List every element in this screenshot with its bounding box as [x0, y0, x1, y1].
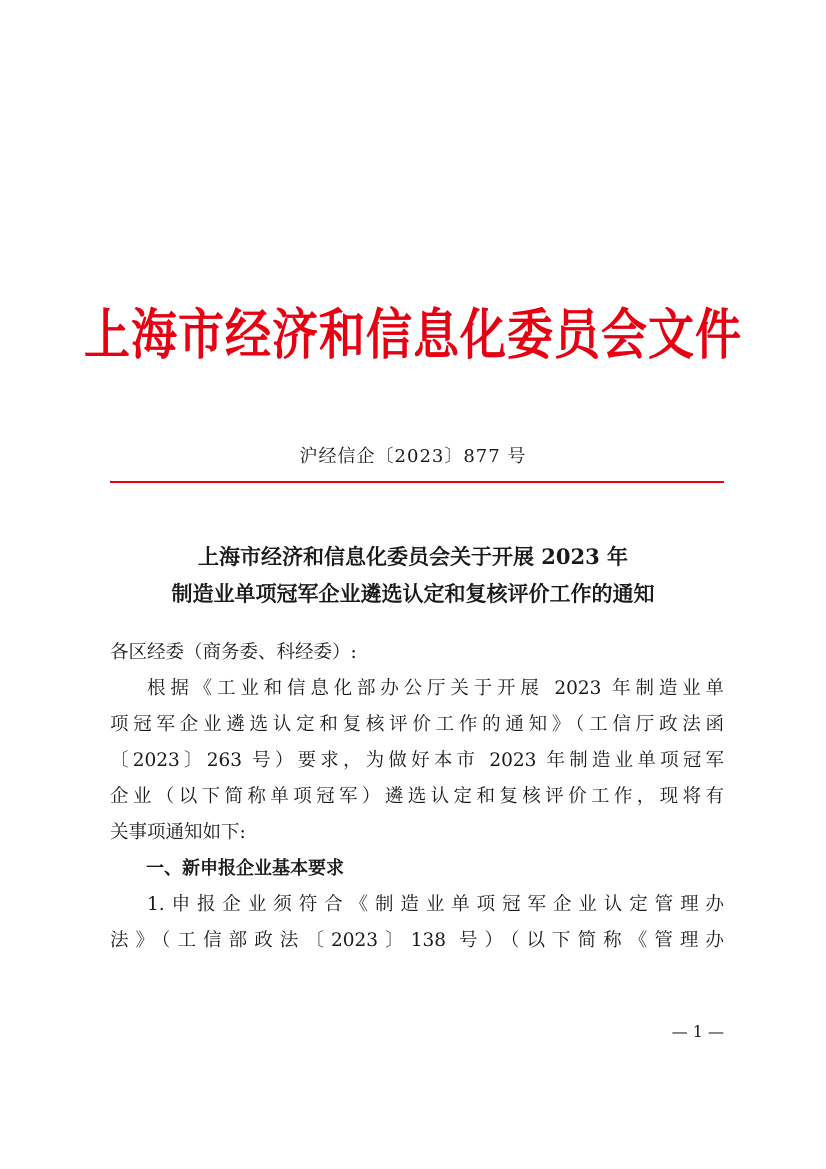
section-heading-1: 一、新申报企业基本要求 — [146, 858, 344, 879]
para1-line-4: 企业（以下简称单项冠军）遴选认定和复核评价工作，现将有 — [110, 786, 724, 807]
para2-line-1: 1.申报企业须符合《制造业单项冠军企业认定管理办 — [147, 894, 724, 915]
document-number: 沪经信企〔2023〕877 号 — [299, 446, 527, 467]
document-body — [110, 635, 724, 959]
red-divider-line — [110, 481, 724, 483]
masthead-title: 上海市经济和信息化委员会文件 — [84, 302, 742, 367]
para1-line-1: 根据《工业和信息化部办公厅关于开展 2023 年制造业单 — [147, 678, 724, 699]
notice-title-line-2: 制造业单项冠军企业遴选认定和复核评价工作的通知 — [171, 581, 655, 606]
para1-line-5: 关事项通知如下: — [110, 822, 246, 843]
page-number: — 1 — — [671, 1022, 724, 1041]
notice-title — [0, 538, 826, 612]
para2-line-2: 法》（工信部政法〔2023〕138 号）（以下简称《管理办 — [110, 930, 724, 951]
salutation: 各区经委（商务委、科经委）: — [110, 642, 357, 663]
notice-title-line-1: 上海市经济和信息化委员会关于开展 2023 年 — [197, 544, 629, 569]
para1-line-3: 〔2023〕263 号）要求，为做好本市 2023 年制造业单项冠军 — [110, 750, 724, 771]
para1-line-2: 项冠军企业遴选认定和复核评价工作的通知》（工信厅政法函 — [110, 714, 724, 735]
